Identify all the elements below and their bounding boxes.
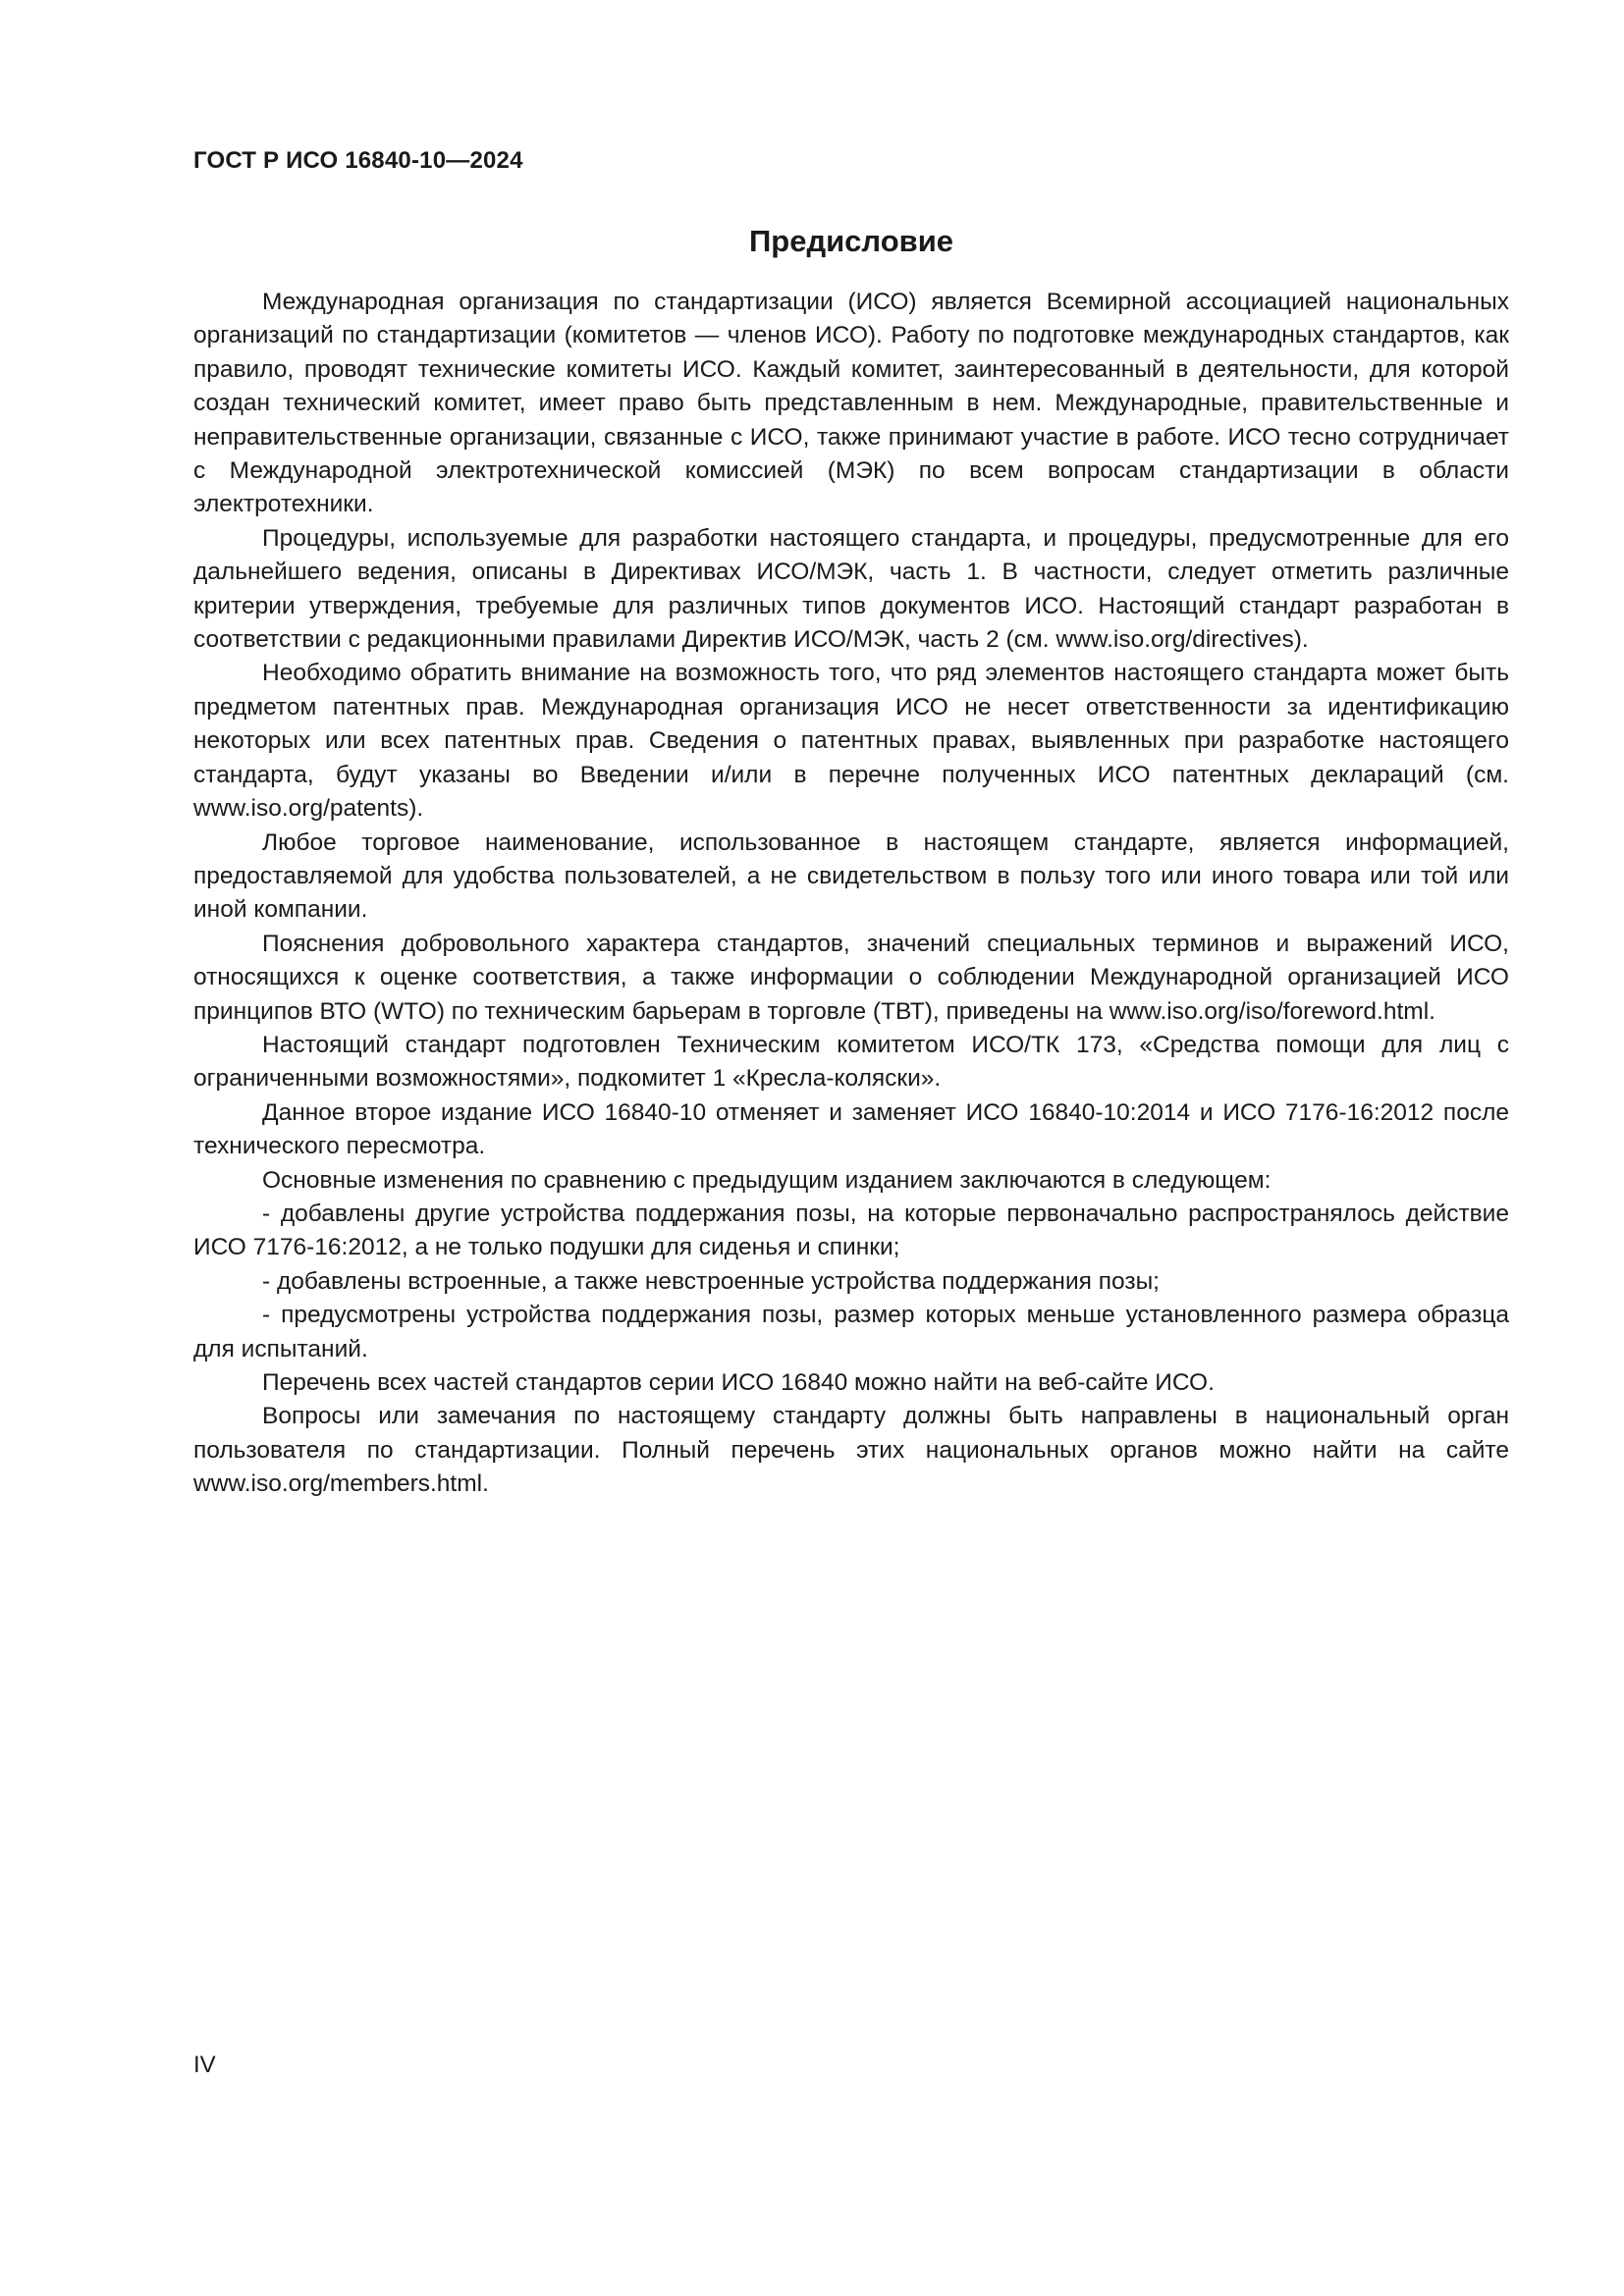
foreword-body <box>193 286 1509 1502</box>
change-list-item: - добавлены встроенные, а также невстроенные устройства поддержания позы; <box>262 1267 1160 1295</box>
paragraph: Любое торговое наименование, использованное в настоящем стандарте, является информацией, предоставляемой для удобства пользователей, а не свидетельством в пользу того или иного товара или той или иной компании. <box>193 828 1509 924</box>
paragraph: Настоящий стандарт подготовлен Техническим комитетом ИСО/ТК 173, «Средства помощи для лиц с ограниченными возможностями», подкомитет 1 «Кресла-коляски». <box>193 1031 1509 1093</box>
page-number: IV <box>193 2052 216 2078</box>
paragraph: Процедуры, используемые для разработки настоящего стандарта, и процедуры, предусмотренные для его дальнейшего ведения, описаны в Директивах ИСО/МЭК, часть 1. В частности, следует отметить различные критерии утверждения, требуемые для различных типов документов ИСО. Настоящий стандарт разработан в соответствии с редакционными правилами Директив ИСО/МЭК, часть 2 (см. www.iso.org/directives). <box>193 524 1509 654</box>
change-list-item: - добавлены другие устройства поддержания позы, на которые первоначально распространялось действие ИСО 7176-16:2012, а не только подушки для сиденья и спинки; <box>193 1200 1509 1261</box>
change-list-item: - предусмотрены устройства поддержания позы, размер которых меньше установленного размера образца для испытаний. <box>193 1302 1509 1362</box>
paragraph: Вопросы или замечания по настоящему стандарту должны быть направлены в национальный орган пользователя по стандартизации. Полный перечень этих национальных органов можно найти на сайте www.iso.org/members.html. <box>193 1403 1509 1498</box>
paragraph: Международная организация по стандартизации (ИСО) является Всемирной ассоциацией национальных организаций по стандартизации (комитетов — членов ИСО). Работу по подготовке международных стандартов, как правило, проводят технические комитеты ИСО. Каждый комитет, заинтересованный в деятельности, для которой создан технический комитет, имеет право быть представленным в нем. Международные, правительственные и неправительственные организации, связанные с ИСО, также принимают участие в работе. ИСО тесно сотрудничает с Международной электротехнической комиссией (МЭК) по всем вопросам стандартизации в области электротехники. <box>193 289 1509 518</box>
page-title: Предисловие <box>748 224 953 258</box>
paragraph: Необходимо обратить внимание на возможность того, что ряд элементов настоящего стандарта может быть предметом патентных прав. Международная организация ИСО не несет ответственности за идентификацию некоторых или всех патентных прав. Сведения о патентных правах, выявленных при разработке настоящего стандарта, будут указаны во Введении и/или в перечне полученных ИСО патентных деклараций (см. www.iso.org/patents). <box>193 660 1509 823</box>
document-code-header: ГОСТ Р ИСО 16840-10—2024 <box>193 147 523 174</box>
paragraph: Пояснения добровольного характера стандартов, значений специальных терминов и выражений ИСО, относящихся к оценке соответствия, а также информации о соблюдении Международной организацией ИСО принципов ВТО (WTO) по техническим барьерам в торговле (ТВТ), приведены на www.iso.org/iso/foreword.html. <box>193 930 1509 1025</box>
paragraph: Перечень всех частей стандартов серии ИСО 16840 можно найти на веб-сайте ИСО. <box>262 1369 1215 1396</box>
paragraph: Основные изменения по сравнению с предыдущим изданием заключаются в следующем: <box>262 1166 1272 1194</box>
paragraph: Данное второе издание ИСО 16840-10 отменяет и заменяет ИСО 16840-10:2014 и ИСО 7176-16:2012 после технического пересмотра. <box>193 1098 1509 1160</box>
